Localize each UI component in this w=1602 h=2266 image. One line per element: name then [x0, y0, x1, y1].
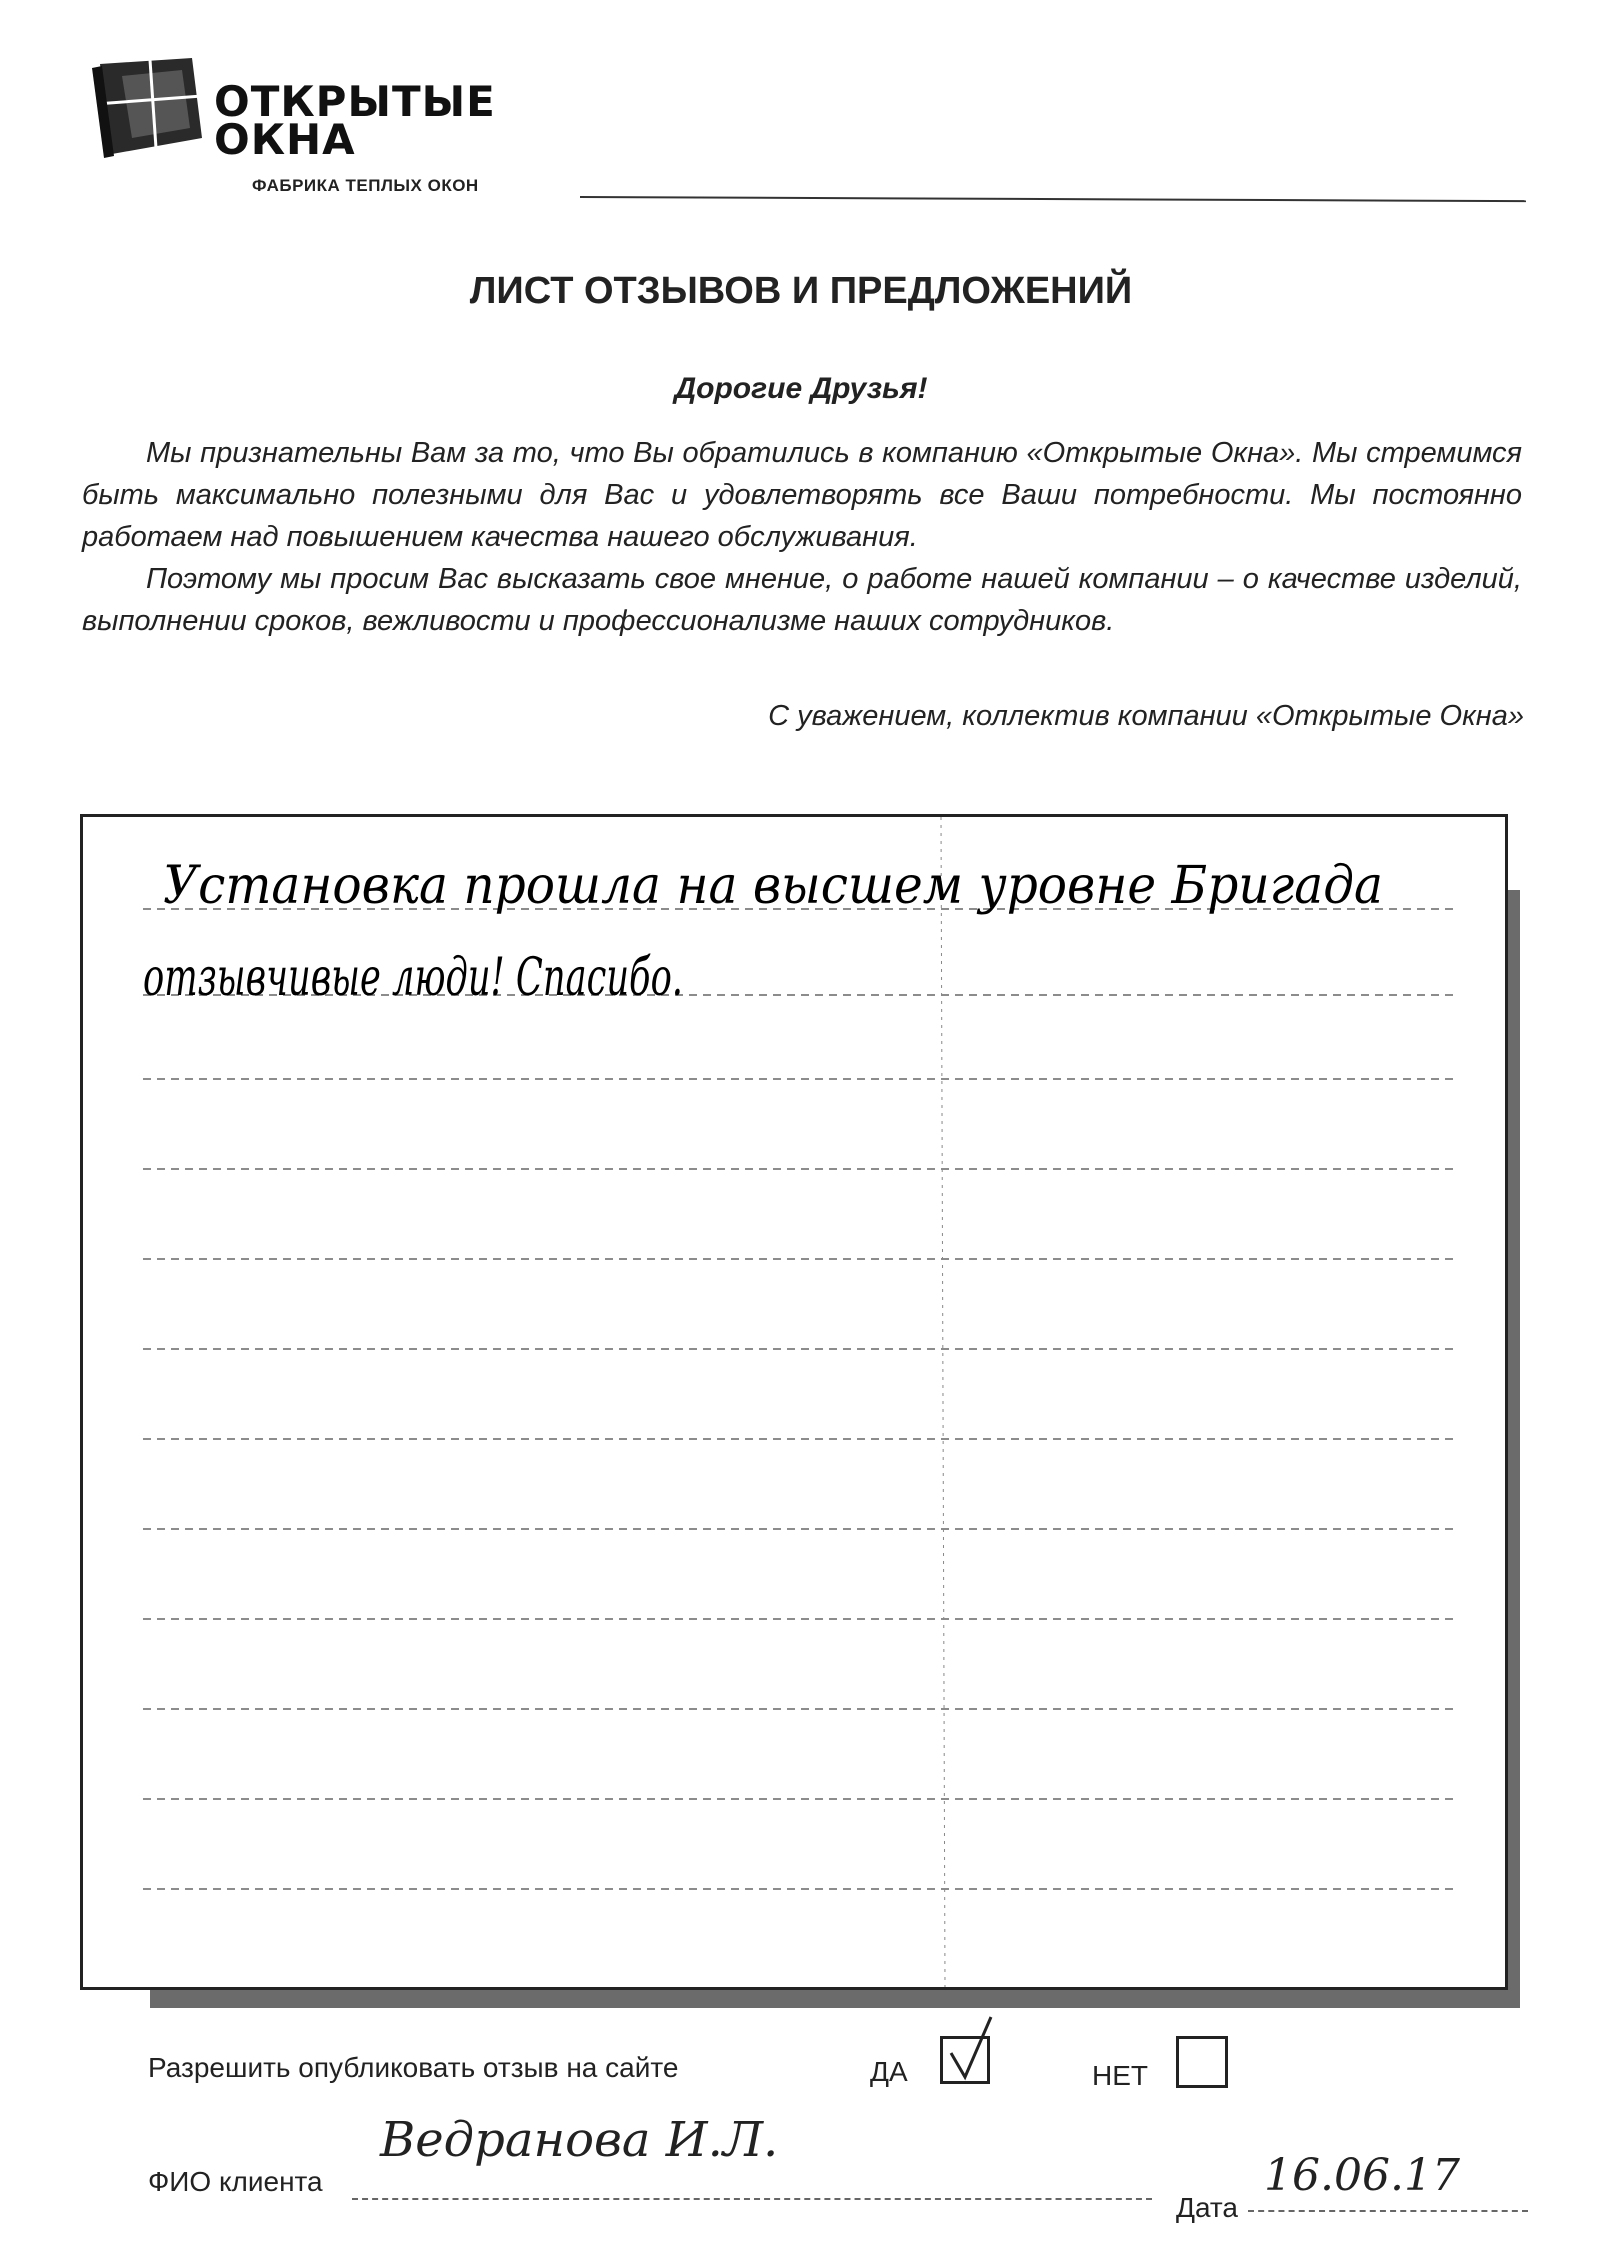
- no-label: НЕТ: [1092, 2060, 1148, 2091]
- date-handwritten[interactable]: 16.06.17: [1264, 2150, 1460, 2201]
- logo-word-2: ОКНА: [214, 115, 356, 164]
- no-checkbox[interactable]: [1176, 2036, 1228, 2088]
- publish-permission-label: Разрешить опубликовать отзыв на сайте: [148, 2052, 679, 2083]
- signoff: С уважением, коллектив компании «Открытые Окна»: [768, 700, 1524, 732]
- comment-line-1: Установка прошла на высшем уровне Бригада: [163, 856, 1383, 916]
- page-title: ЛИСТ ОТЗЫВОВ И ПРЕДЛОЖЕНИЙ: [469, 270, 1133, 312]
- greeting: Дорогие Друзья!: [674, 372, 928, 405]
- checkmark-icon: [943, 2011, 1023, 2091]
- intro-paragraph-1: Мы признательны Вам за то, что Вы обратились в компанию «Открытые Окна». Мы стремимся быть максимально полезными для Вас и удовлетворять все Ваши потребности. Мы постоянно работаем над повышением качества нашего обслуживания.: [82, 437, 1522, 553]
- yes-label: ДА: [870, 2056, 908, 2087]
- client-name-label: ФИО клиента: [148, 2166, 323, 2197]
- window-logo-icon: [92, 58, 212, 158]
- comment-box[interactable]: [80, 814, 1508, 1990]
- logo-tagline: ФАБРИКА ТЕПЛЫХ ОКОН: [252, 176, 479, 195]
- date-label: Дата: [1176, 2192, 1239, 2223]
- logo-word-1: ОТКРЫТЫЕ: [214, 77, 496, 126]
- client-name-line: [352, 2198, 1152, 2200]
- company-logo: [92, 58, 532, 208]
- comment-ruled-lines: [83, 817, 1505, 1987]
- intro-paragraph-2: Поэтому мы просим Вас высказать свое мнение, о работе нашей компании – о качестве изделий, выполнении сроков, вежливости и профессионализме наших сотрудников.: [82, 563, 1522, 637]
- date-line: [1248, 2210, 1528, 2212]
- comment-line-2: отзывчивые люди! Спасибо.: [143, 948, 683, 1008]
- header-rule: [580, 196, 1526, 202]
- intro-text: [82, 432, 1522, 642]
- yes-checkbox[interactable]: [940, 2036, 990, 2084]
- client-name-handwritten[interactable]: Ведранова И.Л.: [380, 2112, 779, 2168]
